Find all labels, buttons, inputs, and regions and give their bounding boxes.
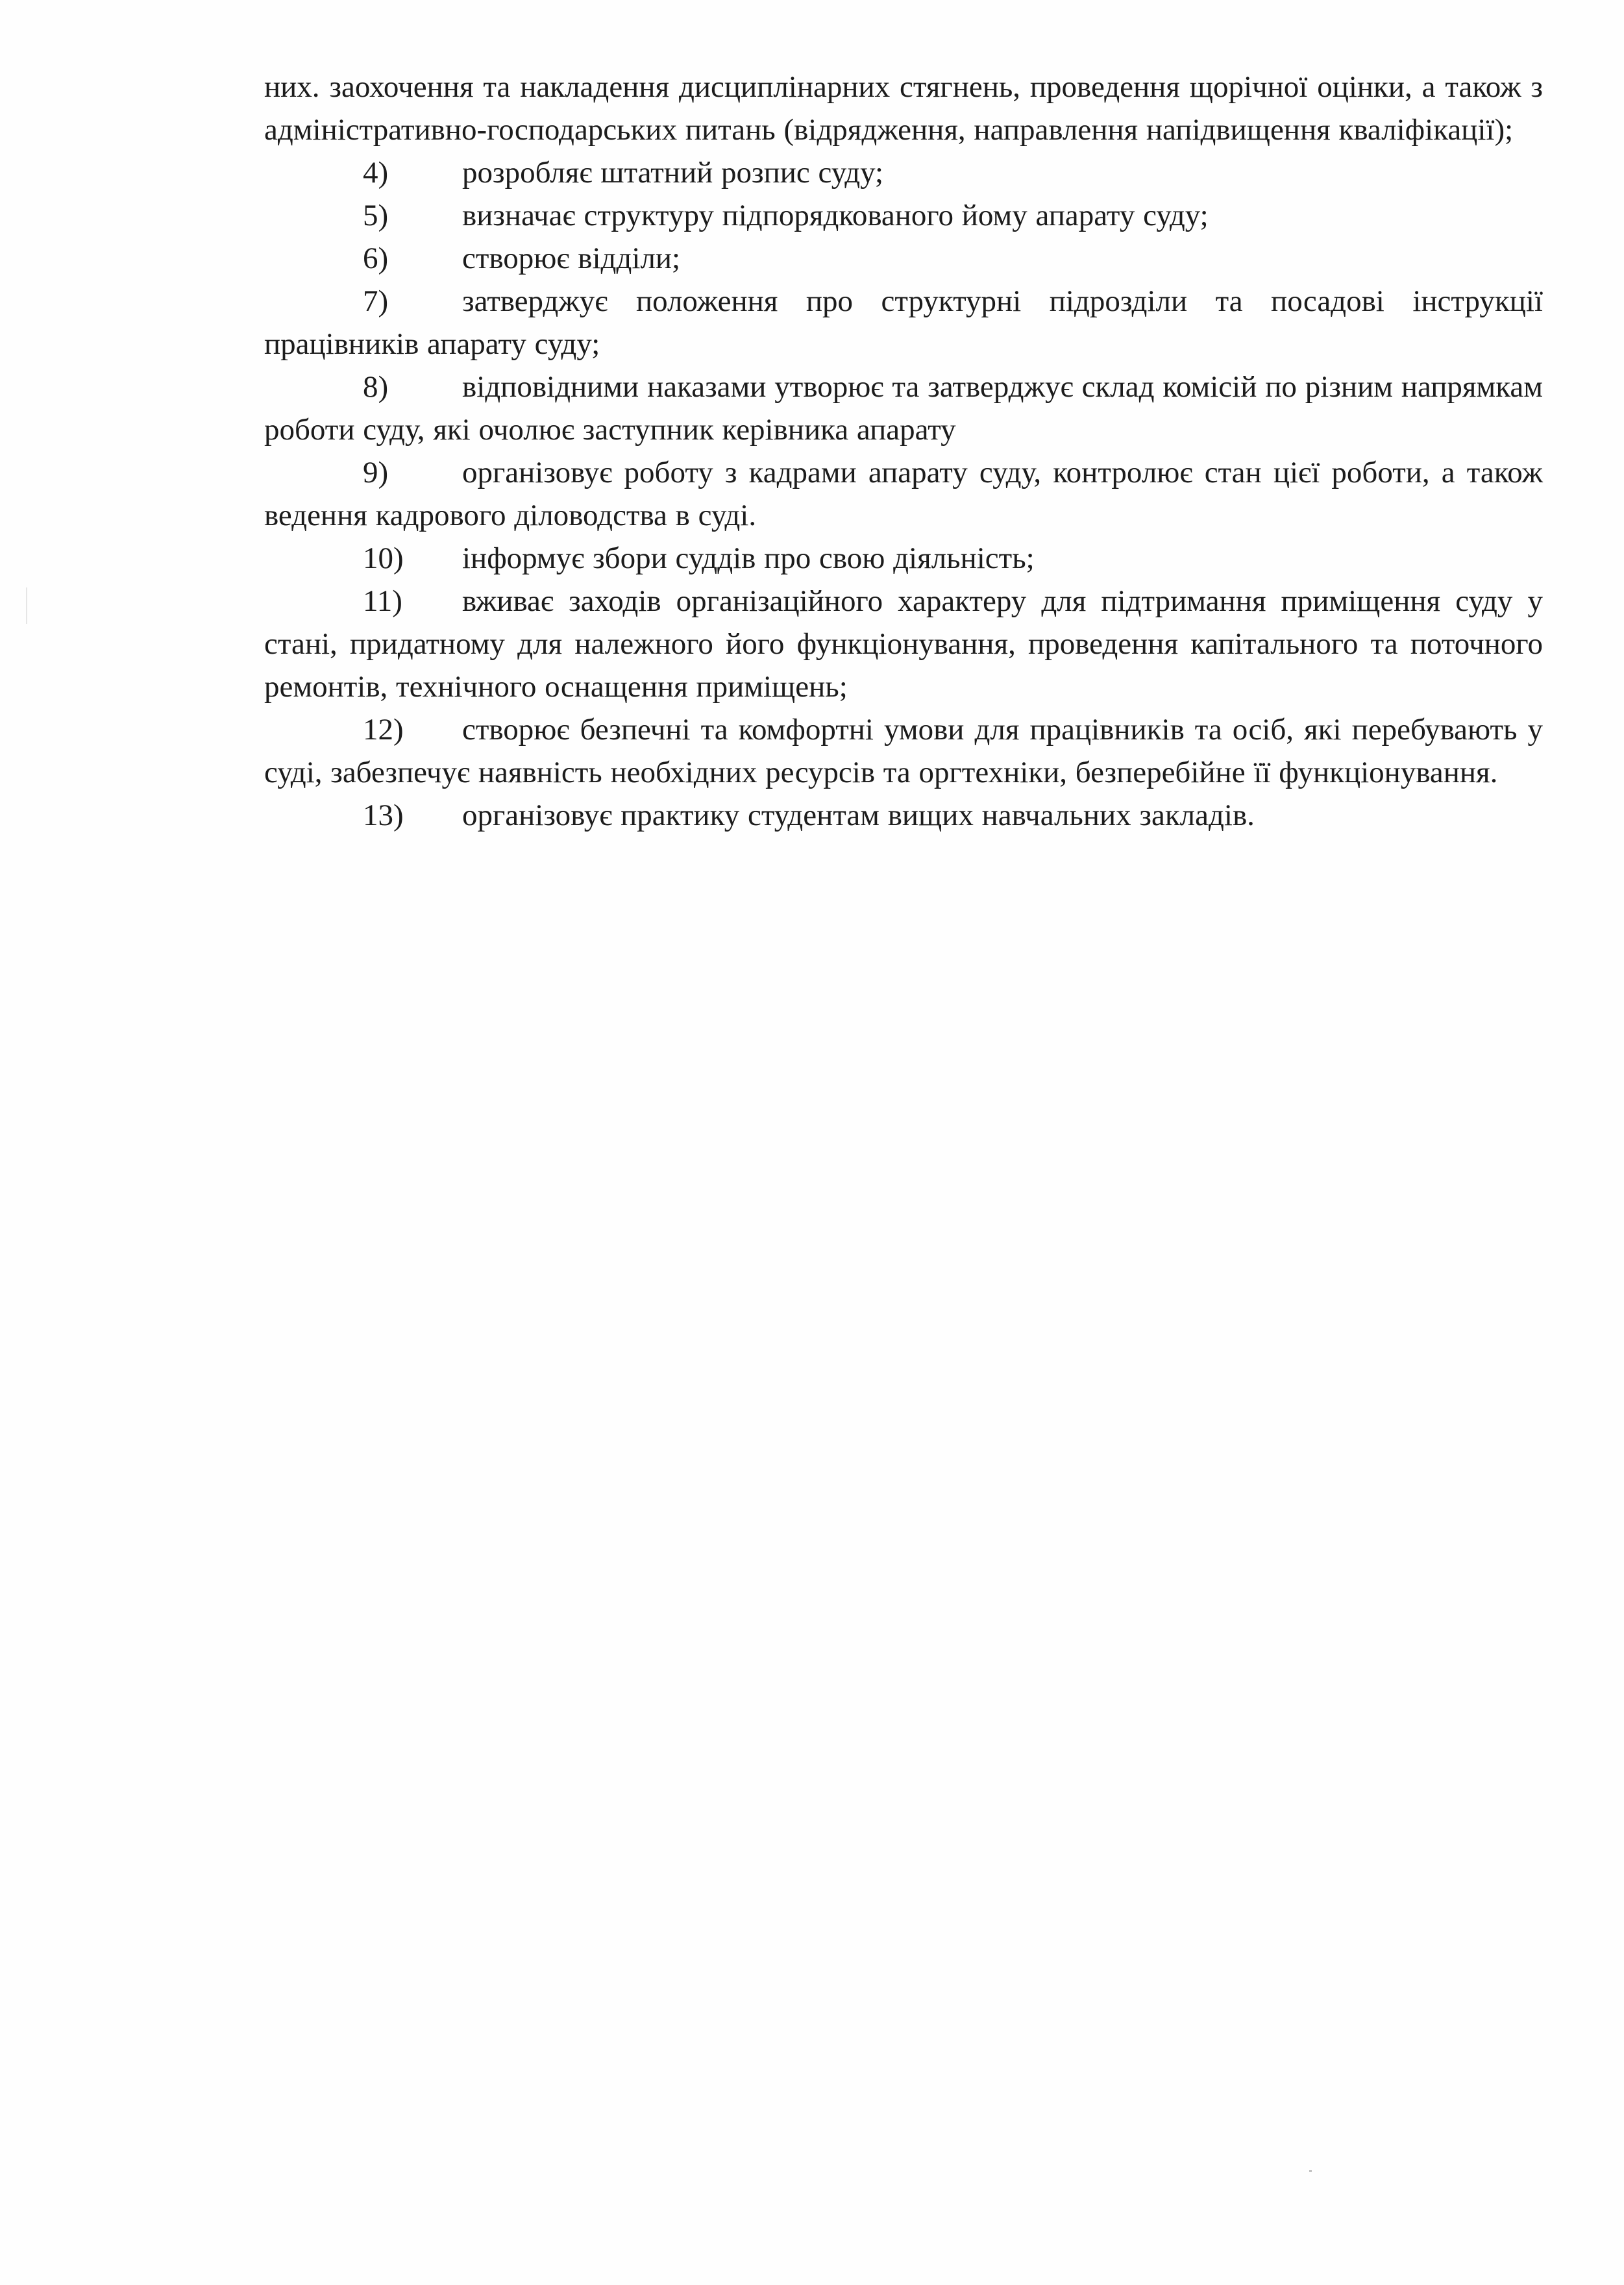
item-text: відповідними наказами утворює та затверджує склад комісій по різним напрямкам роботи суду, які очолює заступник керівника апарату	[264, 370, 1543, 447]
list-item	[264, 194, 1543, 237]
item-text: розробляє штатний розпис суду;	[462, 156, 884, 190]
scan-dust-mark	[1309, 2170, 1312, 2172]
item-text: організовує роботу з кадрами апарату суду, контролює стан цієї роботи, а також ведення кадрового діловодства в суді.	[264, 456, 1543, 532]
scan-margin-mark	[26, 587, 27, 624]
item-text: вживає заходів організаційного характеру для підтримання приміщення суду у стані, придатному для належного його функціонування, проведення капітального та поточного ремонтів, технічного оснащення приміщень;	[264, 584, 1543, 704]
item-text: визначає структуру підпорядкованого йому апарату суду;	[462, 199, 1209, 232]
list-item	[264, 280, 1543, 365]
item-text: затверджує положення про структурні підрозділи та посадові інструкції працівників апарату суду;	[264, 284, 1543, 361]
list-item	[264, 537, 1543, 580]
list-item	[264, 580, 1543, 708]
item-text: інформує збори суддів про свою діяльність;	[462, 541, 1035, 575]
item-number: 6)	[363, 241, 389, 275]
item-text: організовує практику студентам вищих навчальних закладів.	[462, 798, 1255, 832]
item-number: 4)	[363, 156, 389, 190]
item-number: 11)	[363, 584, 402, 618]
item-number: 7)	[363, 284, 389, 318]
intro-paragraph: них. заохочення та накладення дисциплінарних стягнень, проведення щорічної оцінки, а також з адміністративно-господарських питань (відрядження, направлення напідвищення кваліфікації);	[264, 70, 1543, 147]
item-number: 12)	[363, 713, 404, 747]
document-body	[264, 66, 1543, 837]
list-item	[264, 451, 1543, 537]
item-text: створює безпечні та комфортні умови для працівників та осіб, які перебувають у суді, забезпечує наявність необхідних ресурсів та оргтехніки, безперебійне її функціонування.	[264, 713, 1543, 789]
item-text: створює відділи;	[462, 241, 681, 275]
item-number: 5)	[363, 199, 389, 232]
list-item	[264, 237, 1543, 280]
list-item	[264, 794, 1543, 837]
list-item	[264, 151, 1543, 194]
item-number: 8)	[363, 370, 389, 404]
item-number: 10)	[363, 541, 404, 575]
item-number: 13)	[363, 798, 404, 832]
list-item	[264, 708, 1543, 794]
item-number: 9)	[363, 456, 389, 489]
list-item	[264, 365, 1543, 451]
